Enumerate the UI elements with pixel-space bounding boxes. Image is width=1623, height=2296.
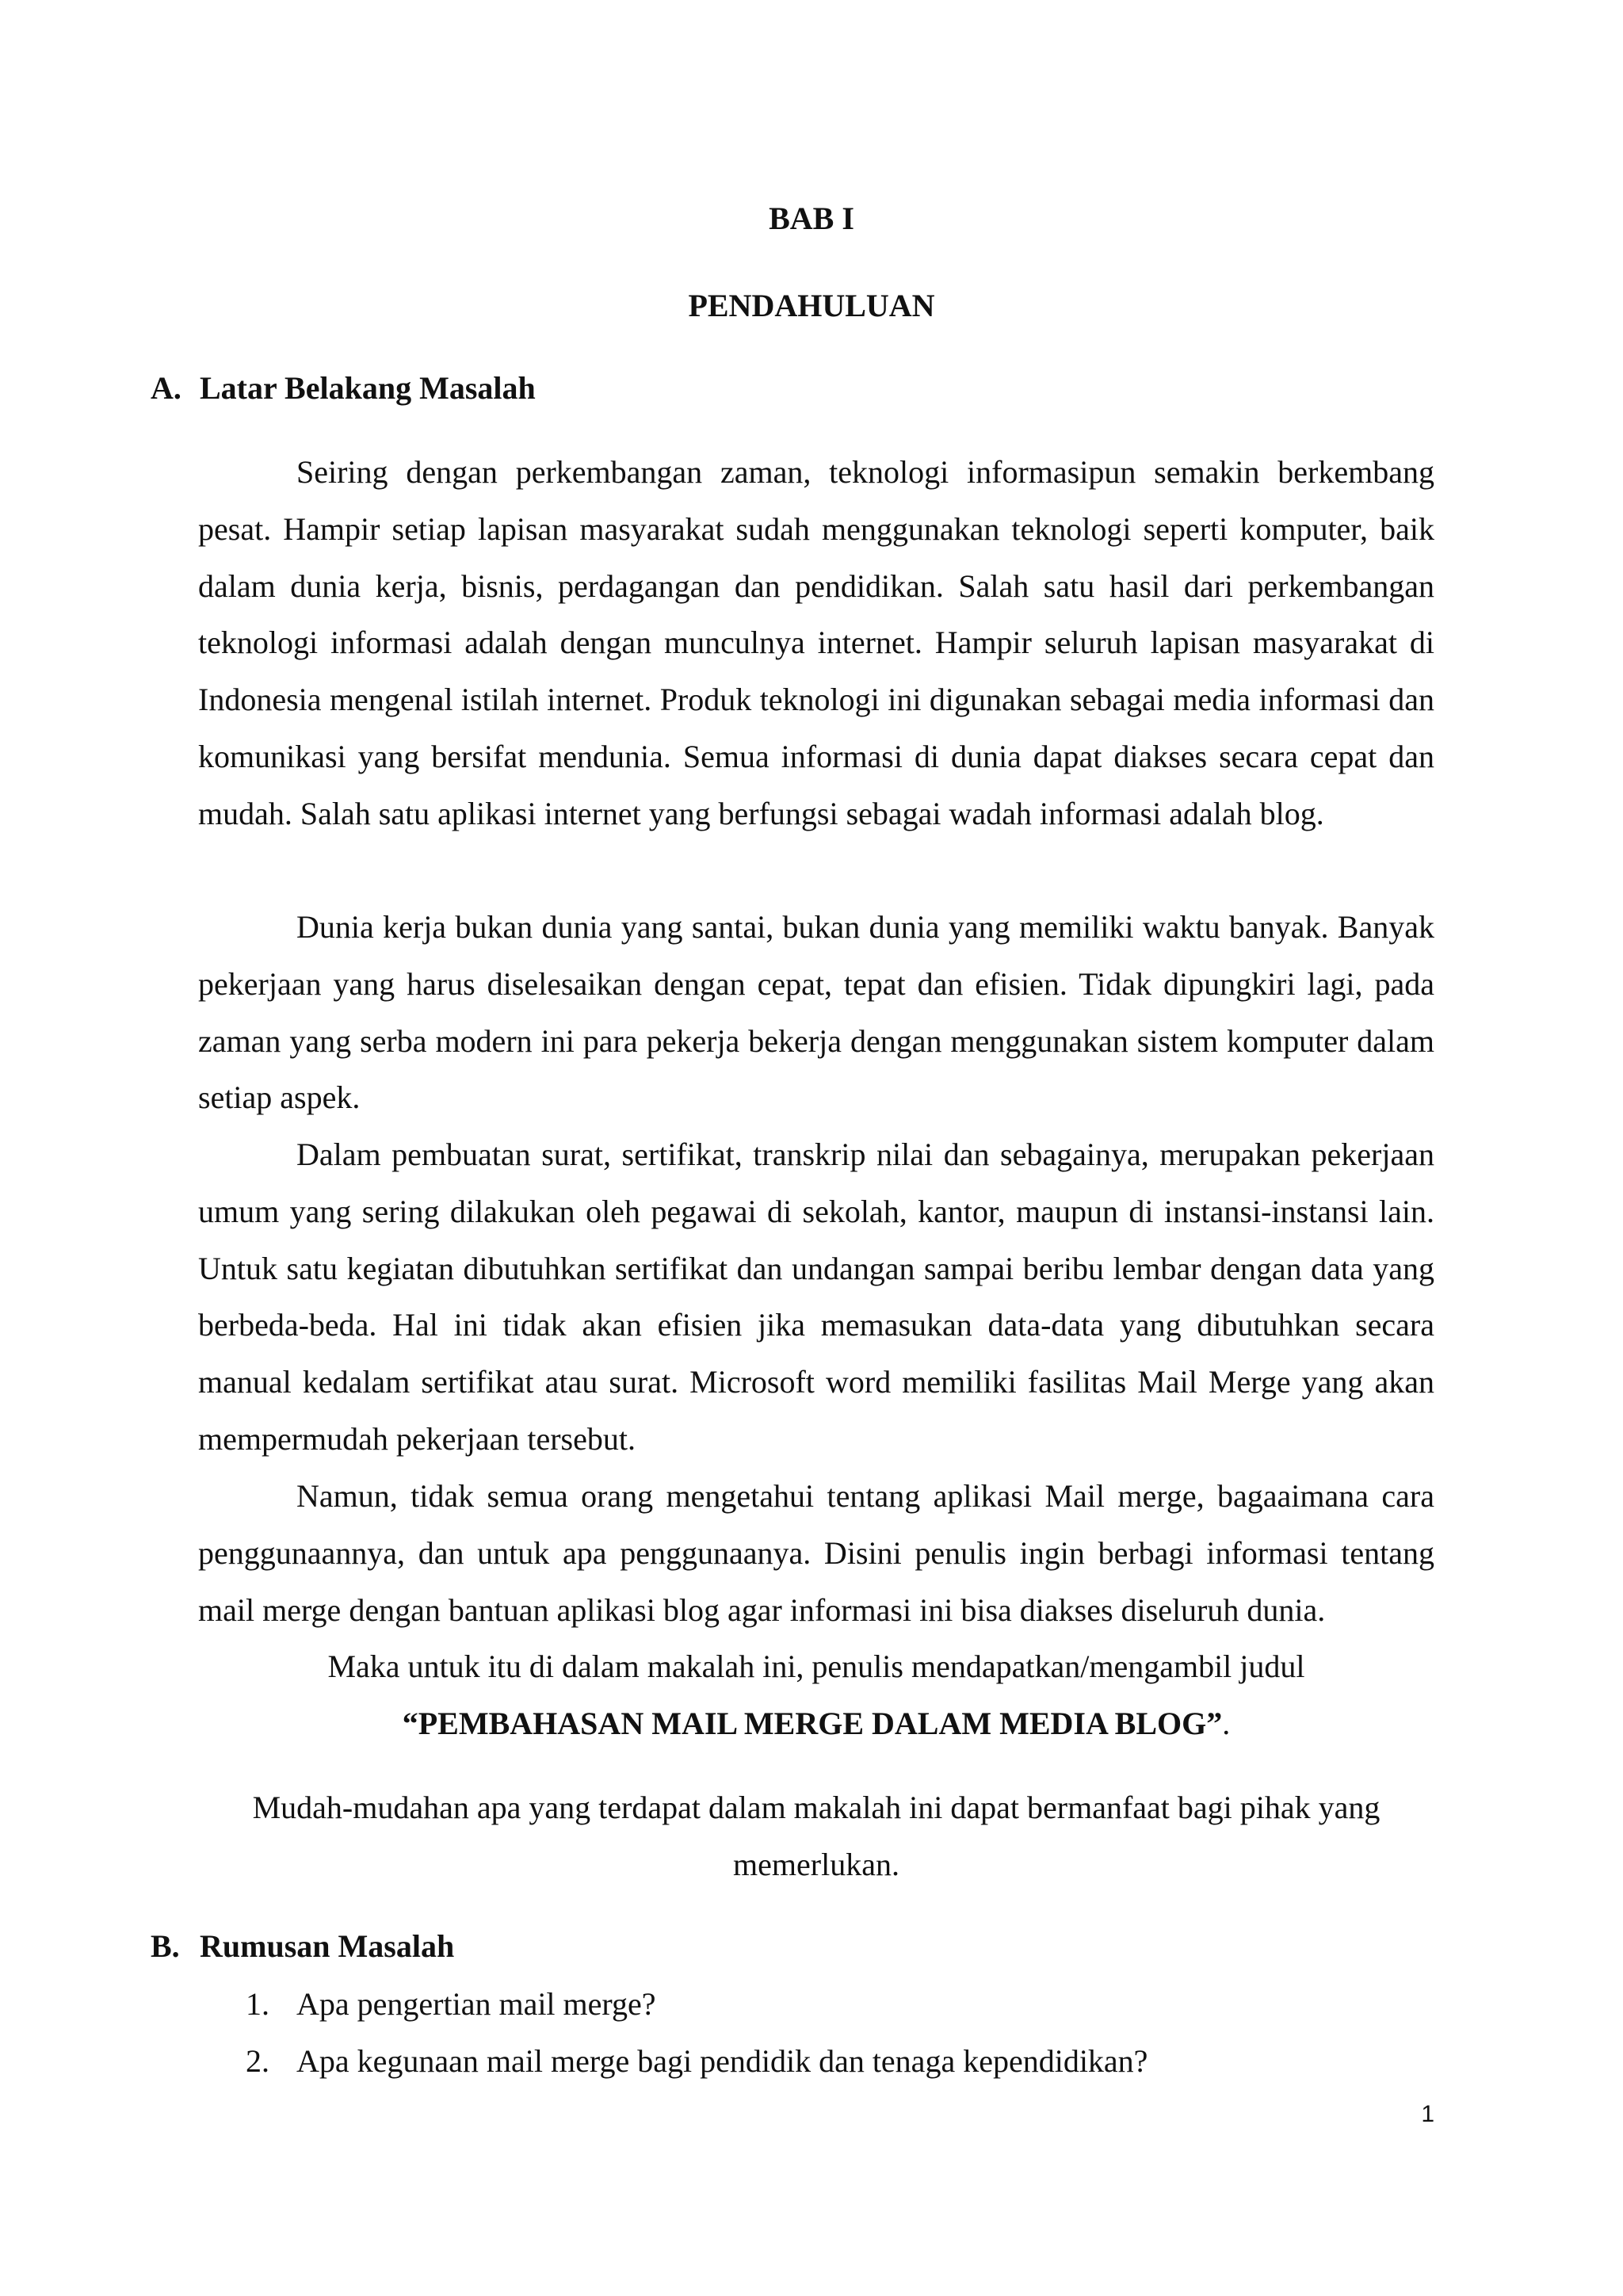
paper-title-quote: “PEMBAHASAN MAIL MERGE DALAM MEDIA BLOG” [402,1706,1223,1741]
section-b-title: Rumusan Masalah [200,1928,455,1964]
list-item-number: 2. [246,2043,269,2079]
closing-paragraph: Mudah-mudahan apa yang terdapat dalam makalah ini dapat bermanfaat bagi pihak yang memerlukan. [252,1790,1381,1882]
section-b-letter: B. [151,1928,180,1964]
list-item-text: Apa pengertian mail merge? [296,1986,656,2022]
conclusion-line: Maka untuk itu di dalam makalah ini, penulis mendapatkan/mengambil judul [327,1648,1305,1684]
list-item-number: 1. [246,1986,269,2022]
section-b-heading [151,1927,454,1966]
section-a-heading [151,369,536,407]
list-item [246,2033,1148,2090]
chapter-label: BAB I [769,201,854,236]
paragraph-4: Namun, tidak semua orang mengetahui tentang aplikasi Mail merge, bagaaimana cara penggunaannya, dan untuk apa penggunaanya. Disini penulis ingin berbagi informasi tentang mail merge dengan bantuan aplikasi blog agar informasi ini bisa diakses diseluruh dunia. [198,1478,1434,1628]
chapter-title: PENDAHULUAN [688,288,935,323]
paragraph-2: Dunia kerja bukan dunia yang santai, bukan dunia yang memiliki waktu banyak. Banyak pekerjaan yang harus diselesaikan dengan cepat, tepat dan efisien. Tidak dipungkiri lagi, pada zaman yang serba modern ini para pekerja bekerja dengan menggunakan sistem komputer dalam setiap aspek. [198,909,1434,1116]
section-a-letter: A. [151,370,181,406]
question-list [246,1976,1148,2090]
list-item-text: Apa kegunaan mail merge bagi pendidik dan tenaga kependidikan? [296,2043,1148,2079]
section-a-title: Latar Belakang Masalah [200,370,536,406]
paragraph-3: Dalam pembuatan surat, sertifikat, transkrip nilai dan sebagainya, merupakan pekerjaan umum yang sering dilakukan oleh pegawai di sekolah, kantor, maupun di instansi-instansi lain. Untuk satu kegiatan dibutuhkan sertifikat dan undangan sampai beribu lembar dengan data yang berbeda-beda. Hal ini tidak akan efisien jika memasukan data-data yang dibutuhkan secara manual kedalam sertifikat atau surat. Microsoft word memiliki fasilitas Mail Merge yang akan mempermudah pekerjaan tersebut. [198,1137,1434,1457]
list-item [246,1976,1148,2033]
paper-title-period: . [1222,1706,1231,1741]
page-number: 1 [1421,2101,1434,2127]
paragraph-1: Seiring dengan perkembangan zaman, teknologi informasipun semakin berkembang pesat. Hampir setiap lapisan masyarakat sudah menggunakan teknologi seperti komputer, baik dalam dunia kerja, bisnis, perdagangan dan pendidikan. Salah satu hasil dari perkembangan teknologi informasi adalah dengan munculnya internet. Hampir seluruh lapisan masyarakat di Indonesia mengenal istilah internet. Produk teknologi ini digunakan sebagai media informasi dan komunikasi yang bersifat mendunia. Semua informasi di dunia dapat diakses secara cepat dan mudah. Salah satu aplikasi internet yang berfungsi sebagai wadah informasi adalah blog. [198,454,1434,831]
paper-title-line [198,1695,1434,1752]
